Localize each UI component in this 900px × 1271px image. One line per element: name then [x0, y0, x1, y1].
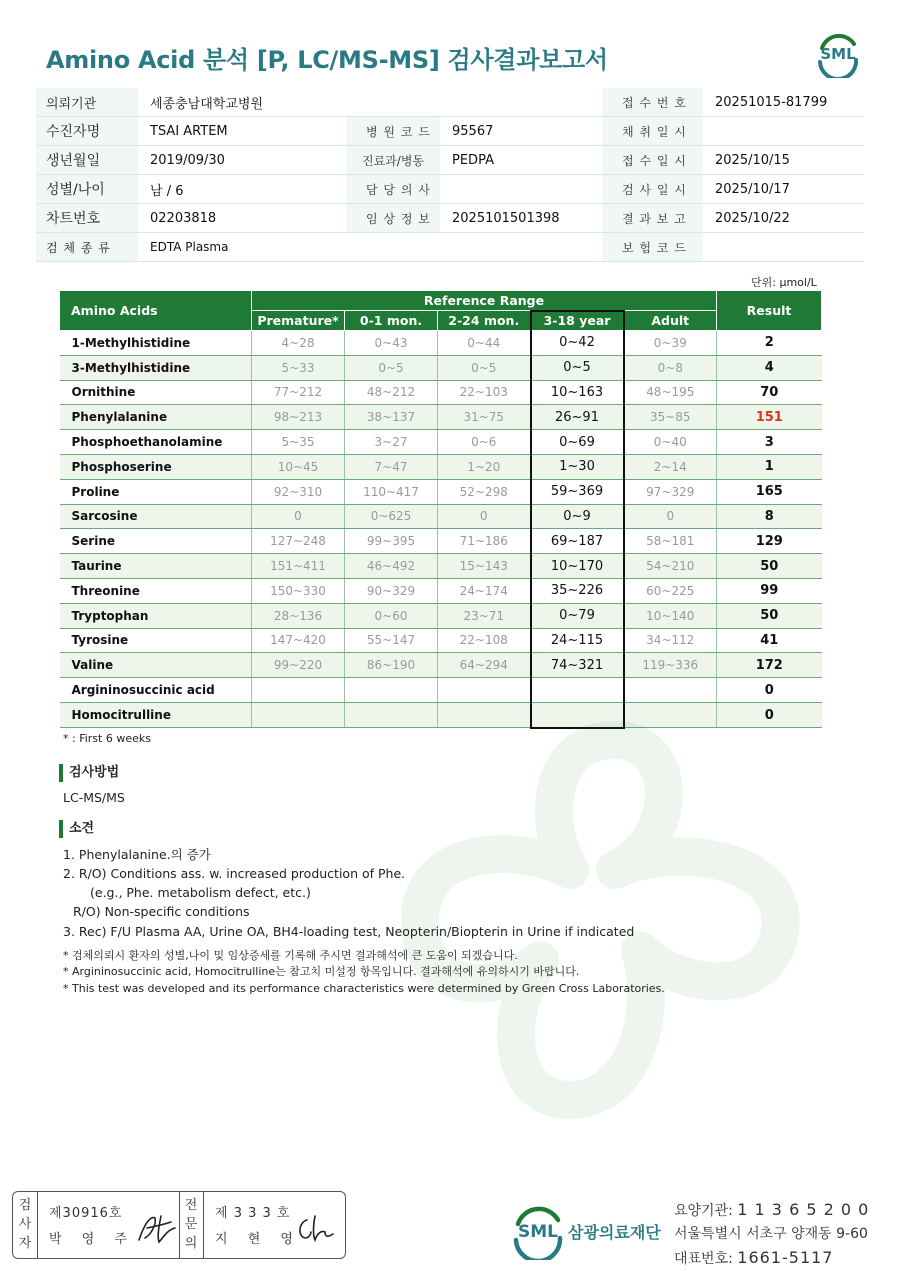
table-row — [60, 529, 822, 554]
tester-signature-icon — [135, 1212, 179, 1246]
amino-acid-name: Homocitrulline — [60, 702, 252, 727]
specialist-signature-icon — [293, 1212, 337, 1246]
reference-range-cell: 10~45 — [252, 454, 345, 479]
col-result: Result — [717, 291, 822, 331]
amino-acid-name: Phenylalanine — [60, 405, 252, 430]
amino-acid-name: Serine — [60, 529, 252, 554]
reference-range-cell: 0~5 — [438, 355, 531, 380]
amino-acid-name: Proline — [60, 479, 252, 504]
reference-range-cell: 2~14 — [624, 454, 717, 479]
reference-range-cell: 22~108 — [438, 628, 531, 653]
reference-range-cell: 4~28 — [252, 331, 345, 356]
reference-range-cell: 35~226 — [531, 578, 624, 603]
reference-range-cell: 5~35 — [252, 430, 345, 455]
tester-name: 박 영 주 — [49, 1232, 135, 1247]
table-row — [60, 678, 822, 703]
reference-range-cell: 98~213 — [252, 405, 345, 430]
result-cell: 8 — [717, 504, 822, 529]
doctor-label: 담 당 의 사 — [346, 175, 440, 204]
col-3-18-year: 3-18 year — [531, 311, 624, 331]
reference-range-cell: 0 — [624, 504, 717, 529]
findings-line: (e.g., Phe. metabolism defect, etc.) — [90, 885, 311, 900]
info-row — [36, 117, 864, 146]
reference-range-cell: 60~225 — [624, 578, 717, 603]
reference-range-cell: 1~20 — [438, 454, 531, 479]
receipt-no-value: 20251015-81799 — [703, 88, 864, 117]
reference-range-cell: 99~395 — [345, 529, 438, 554]
col-2-24-mon: 2-24 mon. — [438, 311, 531, 331]
reference-range-cell: 7~47 — [345, 454, 438, 479]
note: * This test was developed and its performance characteristics were determined by Green Cross Laboratories. — [63, 982, 665, 995]
note: * 검체의뢰시 환자의 성별,나이 및 임상증세를 기록해 주시면 결과해석에 큰 도움이 되겠습니다. — [63, 949, 518, 962]
amino-acid-table — [59, 290, 822, 729]
findings-line: 2. R/O) Conditions ass. w. increased production of Phe. — [63, 866, 406, 881]
sex-age-label: 성별/나이 — [36, 175, 138, 204]
result-cell: 151 — [717, 405, 822, 430]
reference-range-cell: 22~103 — [438, 380, 531, 405]
reference-range-cell: 86~190 — [345, 653, 438, 678]
chart-no-value: 02203818 — [138, 204, 346, 233]
reference-range-cell: 38~137 — [345, 405, 438, 430]
result-cell: 129 — [717, 529, 822, 554]
table-row — [60, 331, 822, 356]
address: 서울특별시 서초구 양재동 9-60 — [674, 1226, 868, 1242]
reference-range-cell: 127~248 — [252, 529, 345, 554]
reference-range-cell: 71~186 — [438, 529, 531, 554]
reference-range-cell: 99~220 — [252, 653, 345, 678]
amino-acid-name: Ornithine — [60, 380, 252, 405]
receipt-date-label: 접 수 일 시 — [602, 146, 703, 175]
sml-logo-icon — [812, 28, 864, 78]
reference-range-cell: 0~9 — [531, 504, 624, 529]
reference-range-cell: 0 — [252, 504, 345, 529]
reference-range-cell — [252, 678, 345, 703]
table-row — [60, 578, 822, 603]
table-row — [60, 628, 822, 653]
clinical-info-value: 2025101501398 — [440, 204, 602, 233]
reference-range-cell: 110~417 — [345, 479, 438, 504]
table-row — [60, 430, 822, 455]
reference-range-cell: 15~143 — [438, 554, 531, 579]
amino-acid-name: Argininosuccinic acid — [60, 678, 252, 703]
hospital-code-label: 병 원 코 드 — [346, 117, 440, 146]
amino-acid-name: Threonine — [60, 578, 252, 603]
table-row — [60, 554, 822, 579]
report-date-label: 결 과 보 고 — [602, 204, 703, 233]
dob-label: 생년월일 — [36, 146, 138, 175]
insurance-value — [703, 233, 864, 262]
patient-name-value: TSAI ARTEM — [138, 117, 346, 146]
reference-range-cell: 10~163 — [531, 380, 624, 405]
reference-range-cell — [345, 678, 438, 703]
note: * Argininosuccinic acid, Homocitrulline는 참고치 미설정 항목입니다. 결과해석에 유의하시기 바랍니다. — [63, 965, 580, 978]
result-cell: 0 — [717, 678, 822, 703]
institution-value: 세종충남대학교병원 — [138, 88, 602, 117]
table-row — [60, 504, 822, 529]
report-date-value: 2025/10/22 — [703, 204, 864, 233]
reference-range-cell: 10~170 — [531, 554, 624, 579]
reference-range-cell: 58~181 — [624, 529, 717, 554]
reference-range-cell: 90~329 — [345, 578, 438, 603]
info-row — [36, 204, 864, 233]
method-text: LC-MS/MS — [63, 790, 125, 805]
collection-date-value — [703, 117, 864, 146]
sml-footer-logo-icon — [508, 1200, 568, 1260]
col-0-1-mon: 0-1 mon. — [345, 311, 438, 331]
result-cell: 1 — [717, 454, 822, 479]
patient-name-label: 수진자명 — [36, 117, 138, 146]
reference-range-cell: 1~30 — [531, 454, 624, 479]
reference-range-cell: 52~298 — [438, 479, 531, 504]
amino-acid-name: 1-Methylhistidine — [60, 331, 252, 356]
phone: 1661-5117 — [737, 1248, 834, 1267]
findings-line: R/O) Non-specific conditions — [73, 904, 250, 919]
reference-range-cell: 150~330 — [252, 578, 345, 603]
table-row — [60, 405, 822, 430]
reference-range-cell: 24~115 — [531, 628, 624, 653]
sex-age-value: 남 / 6 — [138, 175, 346, 204]
amino-acid-name: Sarcosine — [60, 504, 252, 529]
info-row — [36, 233, 864, 262]
receipt-date-value: 2025/10/15 — [703, 146, 864, 175]
reference-range-cell: 64~294 — [438, 653, 531, 678]
dob-value: 2019/09/30 — [138, 146, 346, 175]
specimen-value: EDTA Plasma — [138, 233, 602, 262]
reference-range-cell — [531, 678, 624, 703]
tester-label: 검 사 자 — [18, 1198, 32, 1251]
doctor-value — [440, 175, 602, 204]
reference-range-cell: 147~420 — [252, 628, 345, 653]
reference-range-cell: 46~492 — [345, 554, 438, 579]
result-cell: 50 — [717, 554, 822, 579]
result-cell: 3 — [717, 430, 822, 455]
table-footnote: * : First 6 weeks — [63, 732, 151, 745]
reference-range-cell: 54~210 — [624, 554, 717, 579]
findings-line: 1. Phenylalanine.의 증가 — [63, 847, 211, 862]
reference-range-cell: 0~6 — [438, 430, 531, 455]
reference-range-cell: 5~33 — [252, 355, 345, 380]
result-cell: 50 — [717, 603, 822, 628]
patient-info-table — [36, 88, 864, 262]
specialist-label: 전 문 의 — [184, 1198, 198, 1251]
insurance-label: 보 험 코 드 — [602, 233, 703, 262]
reference-range-cell: 92~310 — [252, 479, 345, 504]
reference-range-cell: 0~39 — [624, 331, 717, 356]
amino-acid-name: Tyrosine — [60, 628, 252, 653]
method-heading: 검사방법 — [59, 764, 119, 782]
reference-range-cell: 0~43 — [345, 331, 438, 356]
unit-label: 단위: μmol/L — [751, 276, 817, 289]
receipt-no-label: 접 수 번 호 — [602, 88, 703, 117]
reference-range-cell: 24~174 — [438, 578, 531, 603]
info-row — [36, 146, 864, 175]
col-adult: Adult — [624, 311, 717, 331]
reference-range-cell: 0 — [438, 504, 531, 529]
foundation-name: 삼광의료재단 — [568, 1223, 661, 1242]
amino-acid-name: Phosphoserine — [60, 454, 252, 479]
reference-range-cell: 0~60 — [345, 603, 438, 628]
amino-acid-name: Taurine — [60, 554, 252, 579]
result-cell: 41 — [717, 628, 822, 653]
reference-range-cell: 151~411 — [252, 554, 345, 579]
specialist-license-no: 제 3 3 3 호 — [215, 1206, 291, 1221]
reference-range-cell — [624, 678, 717, 703]
page-title: Amino Acid 분석 [P, LC/MS-MS] 검사결과보고서 — [46, 46, 608, 74]
reference-range-cell: 31~75 — [438, 405, 531, 430]
findings-line: 3. Rec) F/U Plasma AA, Urine OA, BH4-loading test, Neopterin/Biopterin in Urine if indicated — [63, 924, 635, 939]
reference-range-cell: 28~136 — [252, 603, 345, 628]
signature-box — [12, 1191, 346, 1259]
reference-range-cell: 74~321 — [531, 653, 624, 678]
reference-range-cell: 3~27 — [345, 430, 438, 455]
result-cell: 2 — [717, 331, 822, 356]
specialist-name: 지 현 영 — [215, 1232, 301, 1247]
watermark-logo-icon — [380, 700, 850, 1140]
test-date-value: 2025/10/17 — [703, 175, 864, 204]
hospital-code-value: 95567 — [440, 117, 602, 146]
reference-range-cell: 119~336 — [624, 653, 717, 678]
findings-heading: 소견 — [59, 820, 94, 838]
reference-range-cell — [438, 678, 531, 703]
chart-no-label: 차트번호 — [36, 204, 138, 233]
reference-range-cell: 34~112 — [624, 628, 717, 653]
logo-text: SML — [820, 45, 856, 63]
test-date-label: 검 사 일 시 — [602, 175, 703, 204]
reference-range-cell: 0~625 — [345, 504, 438, 529]
info-row — [36, 175, 864, 204]
reference-range-cell: 23~71 — [438, 603, 531, 628]
dept-label: 진료과/병동 — [346, 146, 440, 175]
amino-acid-rows — [60, 331, 822, 728]
amino-acid-name: Valine — [60, 653, 252, 678]
amino-acid-name: Tryptophan — [60, 603, 252, 628]
footer-logo-text: SML — [518, 1222, 558, 1242]
care-no: 1 1 3 6 5 2 0 0 — [737, 1200, 870, 1219]
dept-value: PEDPA — [440, 146, 602, 175]
reference-range-cell — [252, 702, 345, 727]
clinical-info-label: 임 상 정 보 — [346, 204, 440, 233]
reference-range-cell: 10~140 — [624, 603, 717, 628]
reference-range-cell: 69~187 — [531, 529, 624, 554]
contact-info — [674, 1198, 869, 1271]
table-row — [60, 454, 822, 479]
col-premature: Premature* — [252, 311, 345, 331]
reference-range-cell: 59~369 — [531, 479, 624, 504]
phone-label: 대표번호: — [674, 1251, 738, 1267]
reference-range-cell: 0~5 — [531, 355, 624, 380]
amino-acid-name: 3-Methylhistidine — [60, 355, 252, 380]
reference-range-cell: 26~91 — [531, 405, 624, 430]
reference-range-cell: 0~42 — [531, 331, 624, 356]
specimen-label: 검 체 종 류 — [36, 233, 138, 262]
result-cell: 99 — [717, 578, 822, 603]
care-label: 요양기관: — [674, 1203, 738, 1219]
result-cell: 172 — [717, 653, 822, 678]
reference-range-cell: 0~69 — [531, 430, 624, 455]
reference-range-cell: 0~44 — [438, 331, 531, 356]
reference-range-cell: 35~85 — [624, 405, 717, 430]
col-reference-range: Reference Range — [252, 291, 717, 311]
result-cell: 4 — [717, 355, 822, 380]
table-row — [60, 380, 822, 405]
table-row — [60, 355, 822, 380]
table-row — [60, 653, 822, 678]
amino-acid-name: Phosphoethanolamine — [60, 430, 252, 455]
info-row — [36, 88, 864, 117]
reference-range-cell: 0~8 — [624, 355, 717, 380]
reference-range-cell: 97~329 — [624, 479, 717, 504]
table-row — [60, 603, 822, 628]
reference-range-cell: 77~212 — [252, 380, 345, 405]
reference-range-cell: 0~5 — [345, 355, 438, 380]
reference-range-cell: 55~147 — [345, 628, 438, 653]
result-cell: 70 — [717, 380, 822, 405]
collection-date-label: 채 취 일 시 — [602, 117, 703, 146]
reference-range-cell: 48~212 — [345, 380, 438, 405]
col-amino-acids: Amino Acids — [60, 291, 252, 331]
reference-range-cell: 0~40 — [624, 430, 717, 455]
result-cell: 0 — [717, 702, 822, 727]
institution-label: 의뢰기관 — [36, 88, 138, 117]
reference-range-cell: 48~195 — [624, 380, 717, 405]
tester-license-no: 제30916호 — [49, 1206, 123, 1221]
result-cell: 165 — [717, 479, 822, 504]
reference-range-cell: 0~79 — [531, 603, 624, 628]
table-row — [60, 479, 822, 504]
